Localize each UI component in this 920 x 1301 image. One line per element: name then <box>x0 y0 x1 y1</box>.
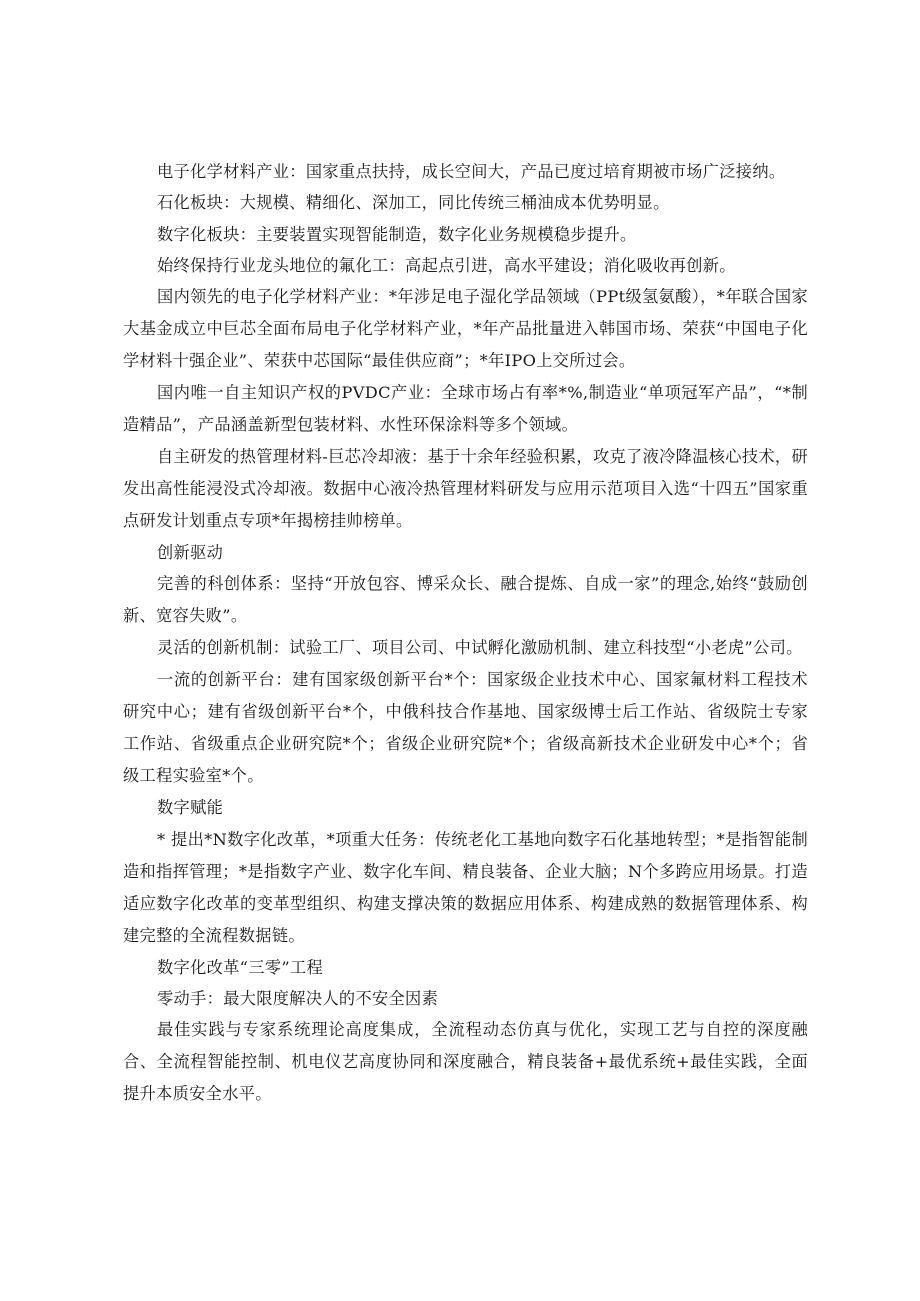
paragraph: 数字化板块：主要装置实现智能制造，数字化业务规模稳步提升。 <box>157 224 637 244</box>
section-heading: 数字化改革“三零”工程 <box>157 957 324 977</box>
section-heading: 零动手：最大限度解决人的不安全因素 <box>157 989 439 1009</box>
paragraph: 电子化学材料产业：国家重点扶持，成长空间大，产品已度过培育期被市场广泛接纳。 <box>157 162 786 181</box>
paragraph: 自主研发的热管理材料-巨芯冷却液：基于十余年经验积累，攻克了液冷降温核心技术，研发出高性能浸没式冷却液。数据中心液冷热管理材料研发与应用示范项目入选“十四五”国家重点研发计划重点专项*年揭榜挂帅榜单。 <box>123 447 808 531</box>
paragraph: 始终保持行业龙头地位的氟化工：高起点引进，高水平建设；消化吸收再创新。 <box>157 255 736 275</box>
section-heading: 数字赋能 <box>157 798 224 818</box>
document-body <box>123 156 808 1110</box>
paragraph: 最佳实践与专家系统理论高度集成，全流程动态仿真与优化，实现工艺与自控的深度融合、全流程智能控制、机电仪艺高度协同和深度融合，精良装备+最优系统+最佳实践，全面提升本质安全水平。 <box>123 1020 808 1104</box>
paragraph: 国内唯一自主知识产权的PVDC产业：全球市场占有率*%,制造业“单项冠军产品”，“*制造精品”，产品涵盖新型包装材料、水性环保涂料等多个领域。 <box>123 383 808 435</box>
paragraph: 完善的科创体系：坚持“开放包容、博采众长、融合提炼、自成一家”的理念,始终“鼓励创新、宽容失败”。 <box>123 574 808 626</box>
paragraph: 石化板块：大规模、精细化、深加工，同比传统三桶油成本优势明显。 <box>157 193 670 213</box>
paragraph: 灵活的创新机制：试验工厂、项目公司、中试孵化激励机制、建立科技型“小老虎”公司。 <box>157 638 803 658</box>
section-heading: 创新驱动 <box>157 543 224 563</box>
paragraph: 国内领先的电子化学材料产业：*年涉足电子湿化学品领域（PPt级氢氨酸），*年联合国家大基金成立中巨芯全面布局电子化学材料产业，*年产品批量进入韩国市场、荣获“中国电子化学材料十强企业”、荣获中芯国际“最佳供应商”；*年IPO上交所过会。 <box>123 287 808 371</box>
paragraph: 一流的创新平台：建有国家级创新平台*个：国家级企业技术中心、国家氟材料工程技术研究中心；建有省级创新平台*个，中俄科技合作基地、国家级博士后工作站、省级院士专家工作站、省级重点企业研究院*个；省级企业研究院*个；省级高新技术企业研发中心*个；省级工程实验室*个。 <box>123 670 808 786</box>
paragraph: * 提出*N数字化改革，*项重大任务：传统老化工基地向数字石化基地转型；*是指智能制造和指挥管理；*是指数字产业、数字化车间、精良装备、企业大脑；N个多跨应用场景。打造适应数字化改革的变革型组织、构建支撑决策的数据应用体系、构建成熟的数据管理体系、构建完整的全流程数据链。 <box>123 829 808 945</box>
